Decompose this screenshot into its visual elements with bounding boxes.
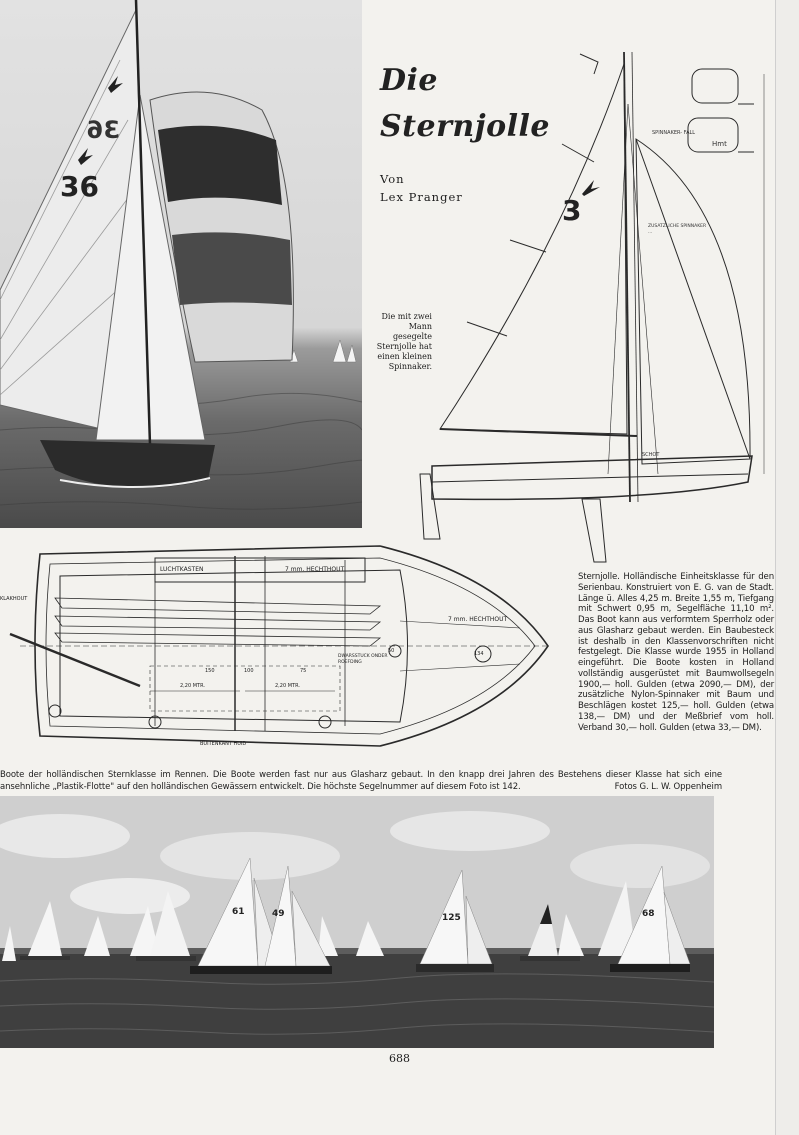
photo-race-fleet [0, 796, 714, 1048]
race-sail-number-68: 68 [642, 909, 655, 919]
race-caption-text: Boote der holländischen Sternklasse im Rennen. Die Boote werden fast nur aus Glasharz gebaut. In den knapp drei Jahren des Bestehens dieser Klasse hat sich eine ansehnliche „Plastik-Flotte" auf den holländischen Gewässern entwickelt. Die höchste Segelnummer auf diesem Foto ist 142. [0, 770, 722, 792]
deck-label-buitenkant: BUITENKANT HUID [200, 741, 247, 747]
deck-label-klakhout: KLAKHOUT [0, 596, 28, 602]
race-sail-number-61: 61 [232, 907, 245, 917]
deck-label-luchtkasten: LUCHTKASTEN [160, 566, 204, 573]
photo-race-fleet-illustration [0, 796, 714, 1048]
adjacent-page-edge [775, 0, 799, 1135]
page-number: 688 [389, 1052, 410, 1065]
byline-prefix: Von [380, 172, 405, 186]
deck-label-m2: 134 [474, 651, 484, 657]
author-name: Lex Pranger [380, 190, 463, 204]
race-sail-number-125: 125 [442, 913, 461, 923]
star-bird-emblem-icon [580, 178, 602, 196]
spec-text: Sternjolle. Holländische Einheitsklasse für den Serienbau. Konstruiert von E. G. van de Stadt. Länge ü. Alles 4,25 m. Breite 1,55 m, Tiefgang mit Schwert 0,95 m, Segelfläche 11,10 m². Das Boot kann aus verformtem Sperrholz oder aus Glasharz gebaut werden. Ein Baubesteck ist deshalb in den Klassenvorschriften nicht festgelegt. Die Klasse wurde 1955 in Holland eingeführt. Die Boote kosten in Holland vollständig ausgerüstet mit Baumwollsegeln 1900,— holl. Gulden (etwa 2090,— DM), der zusätzliche Nylon-Spinnaker mit Baum und Beschlägen kostet 125,— holl. Gulden (etwa 138,— DM) und der Meßbrief vom holl. Verband 30,— holl. Gulden (etwa 33,— DM). [578, 572, 774, 733]
deck-label-dim-1: 2,20 MTR. [180, 683, 205, 689]
photo-caption: Die mit zwei Mann gesegelte Sternjolle hat einen kleinen Spinnaker. [376, 312, 432, 371]
photo-sailing-dinghy-illustration [0, 0, 362, 528]
deck-label-m3: 100 [244, 668, 254, 674]
sail-plan-svg [412, 44, 774, 574]
title-line-1: Die [380, 63, 438, 98]
sail-plan-label-schot: SCHOT [642, 452, 660, 458]
deck-label-dim-2: 2,20 MTR. [275, 683, 300, 689]
deck-label-hechthout-bow: 7 mm. HECHTHOUT [448, 616, 508, 623]
race-photo-caption [0, 770, 722, 793]
sail-number-36: 36 [60, 170, 99, 203]
deck-plan-drawing [0, 536, 575, 762]
deck-label-m1: 150 [205, 668, 215, 674]
deck-label-m5: 75 [300, 668, 307, 674]
sail-plan-label-spinnaker-fall: SPINNAKER- FALL [652, 130, 696, 136]
sail-plan-drawing [412, 44, 774, 574]
deck-label-hechthout-top: 7 mm. HECHTHOUT [285, 566, 345, 573]
sail-plan-label-zusatz: ZUSATZLICHE SPINNAKER ... [648, 224, 707, 235]
photo-credit: Fotos G. L. W. Oppenheim [614, 781, 722, 792]
photo-sailing-dinghy [0, 0, 362, 528]
deck-label-dwarsstuk: DWARSSTUCK ONDER ROEFDING [338, 654, 388, 665]
sail-plan-number: 3 [562, 194, 582, 227]
title-line-2: Sternjolle [380, 109, 550, 144]
race-sail-number-49: 49 [272, 909, 285, 919]
sail-plan-label-hmt: Hmt [712, 140, 727, 148]
deck-label-m4: 50 [388, 648, 395, 654]
sail-number-36-mirrored: 36 [86, 116, 120, 144]
